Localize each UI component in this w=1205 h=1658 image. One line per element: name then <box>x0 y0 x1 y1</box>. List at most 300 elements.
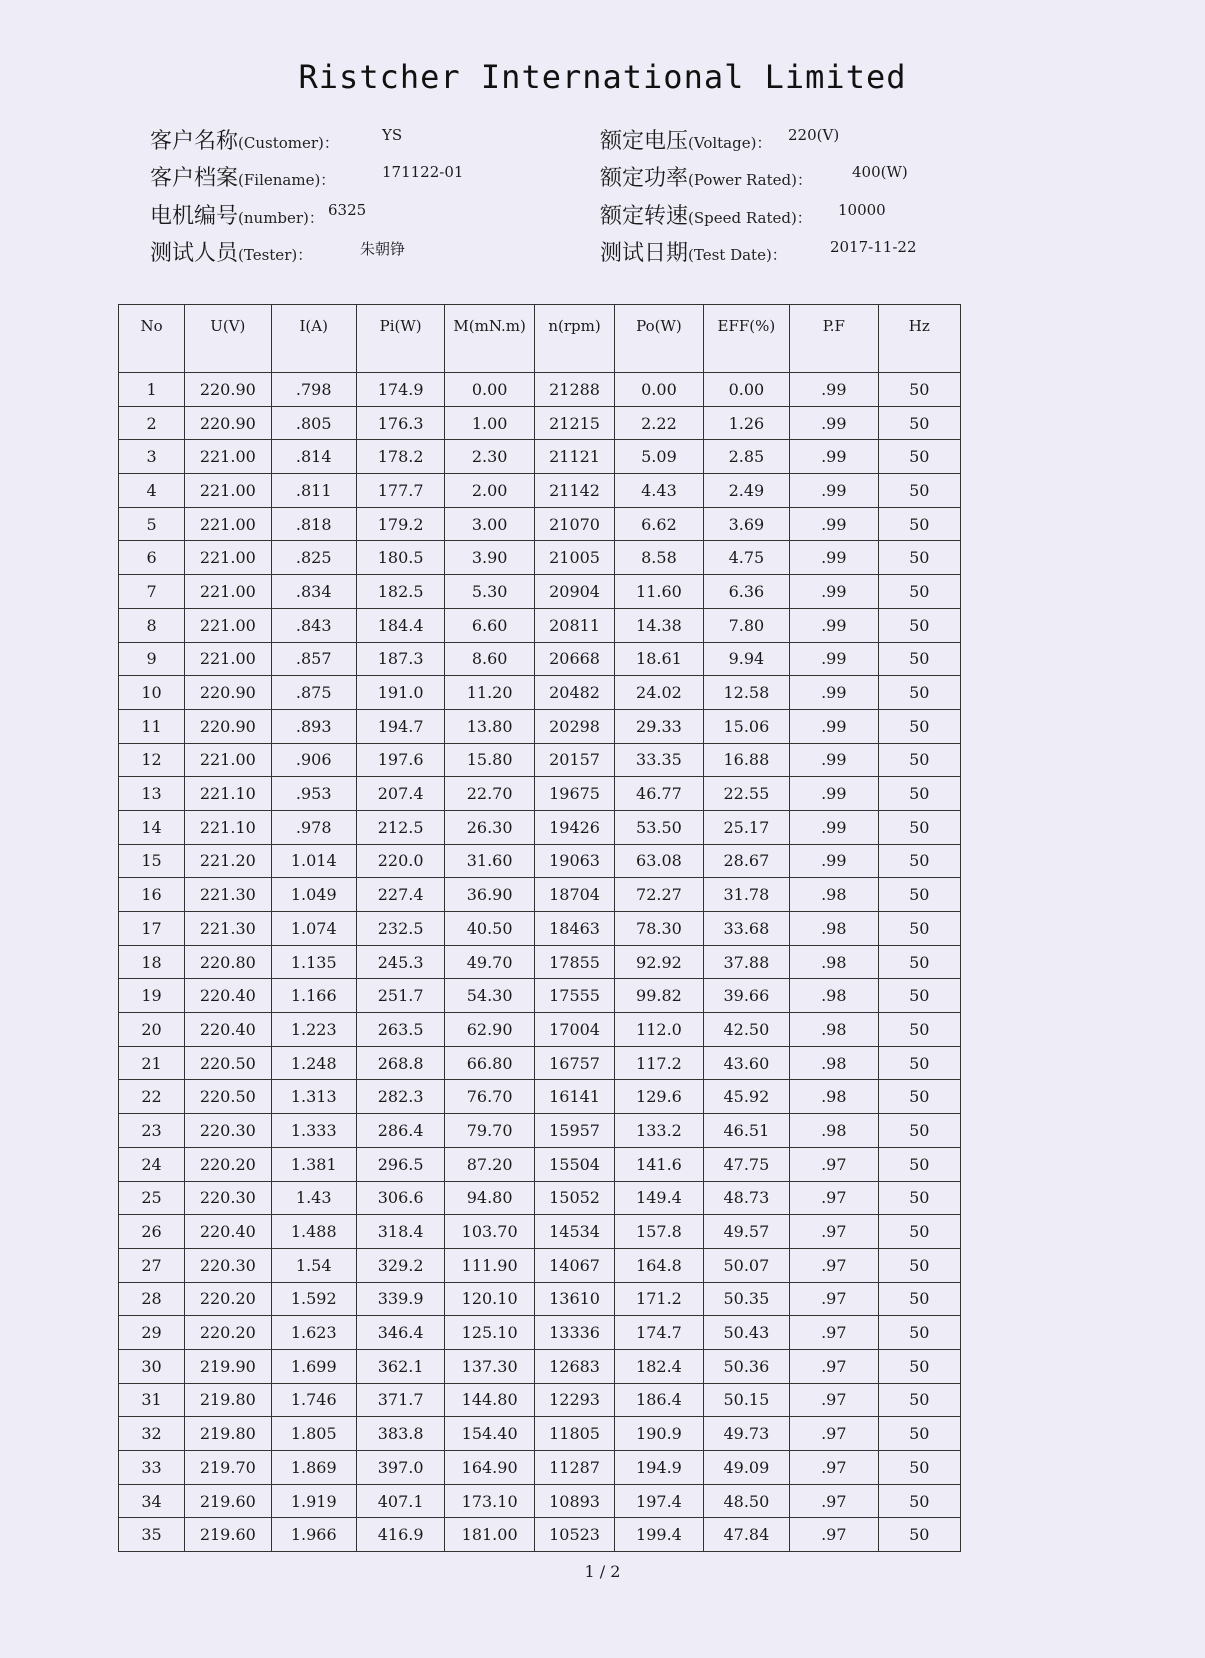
table-cell: .99 <box>790 709 878 743</box>
table-cell: 50 <box>878 1114 960 1148</box>
table-cell: 25 <box>119 1181 185 1215</box>
table-cell: 180.5 <box>356 541 444 575</box>
table-cell: 19063 <box>534 844 614 878</box>
table-cell: 164.90 <box>445 1451 534 1485</box>
table-cell: 21142 <box>534 474 614 508</box>
table-cell: 2.00 <box>445 474 534 508</box>
table-cell: 176.3 <box>356 406 444 440</box>
table-cell: .97 <box>790 1282 878 1316</box>
table-cell: 194.7 <box>356 709 444 743</box>
table-cell: 19 <box>119 979 185 1013</box>
table-cell: 186.4 <box>615 1383 703 1417</box>
column-header: Po(W) <box>615 305 703 373</box>
meta-field <box>600 161 908 192</box>
table-cell: 17004 <box>534 1013 614 1047</box>
table-cell: 8.60 <box>445 642 534 676</box>
table-cell: 227.4 <box>356 878 444 912</box>
table-cell: 28.67 <box>703 844 789 878</box>
meta-field <box>150 199 367 230</box>
table-cell: 50 <box>878 1349 960 1383</box>
table-cell: 26 <box>119 1215 185 1249</box>
table-cell: .98 <box>790 1046 878 1080</box>
table-cell: 19426 <box>534 810 614 844</box>
table-row <box>119 810 961 844</box>
table-cell: 157.8 <box>615 1215 703 1249</box>
table-cell: 221.00 <box>185 608 271 642</box>
table-cell: 16141 <box>534 1080 614 1114</box>
table-cell: 220.30 <box>185 1181 271 1215</box>
table-row <box>119 1147 961 1181</box>
meta-value: 6325 <box>328 201 367 219</box>
table-cell: 2.30 <box>445 440 534 474</box>
meta-field <box>600 124 840 155</box>
table-cell: .843 <box>271 608 356 642</box>
table-cell: .978 <box>271 810 356 844</box>
table-cell: 1.966 <box>271 1518 356 1552</box>
meta-label-cn: 客户名称 <box>150 129 239 154</box>
table-cell: 3.00 <box>445 507 534 541</box>
table-cell: 1.623 <box>271 1316 356 1350</box>
table-row <box>119 844 961 878</box>
table-cell: .98 <box>790 945 878 979</box>
table-cell: 39.66 <box>703 979 789 1013</box>
table-cell: 12293 <box>534 1383 614 1417</box>
table-cell: .99 <box>790 541 878 575</box>
table-cell: 306.6 <box>356 1181 444 1215</box>
meta-field <box>150 124 403 155</box>
table-cell: 50 <box>878 1181 960 1215</box>
table-cell: .97 <box>790 1248 878 1282</box>
table-cell: 1.00 <box>445 406 534 440</box>
table-row <box>119 642 961 676</box>
table-cell: 268.8 <box>356 1046 444 1080</box>
table-cell: .99 <box>790 575 878 609</box>
table-cell: 120.10 <box>445 1282 534 1316</box>
table-row <box>119 1518 961 1552</box>
table-cell: 263.5 <box>356 1013 444 1047</box>
meta-label-cn: 额定转速 <box>600 204 689 229</box>
table-cell: 1.313 <box>271 1080 356 1114</box>
table-cell: .811 <box>271 474 356 508</box>
table-cell: 220.0 <box>356 844 444 878</box>
table-cell: 21 <box>119 1046 185 1080</box>
table-cell: 12 <box>119 743 185 777</box>
meta-label-cn: 电机编号 <box>150 204 239 229</box>
table-row <box>119 608 961 642</box>
meta-label-en: (Voltage)： <box>688 134 772 152</box>
table-cell: 174.7 <box>615 1316 703 1350</box>
table-cell: 219.90 <box>185 1349 271 1383</box>
table-row <box>119 507 961 541</box>
table-row <box>119 912 961 946</box>
table-cell: 0.00 <box>445 373 534 407</box>
table-cell: 3.90 <box>445 541 534 575</box>
table-cell: .97 <box>790 1451 878 1485</box>
table-cell: 13610 <box>534 1282 614 1316</box>
table-cell: 4.75 <box>703 541 789 575</box>
meta-field <box>150 236 406 267</box>
table-cell: 5.30 <box>445 575 534 609</box>
table-cell: 173.10 <box>445 1484 534 1518</box>
table-cell: 16.88 <box>703 743 789 777</box>
table-cell: 27 <box>119 1248 185 1282</box>
table-cell: 0.00 <box>703 373 789 407</box>
table-cell: 182.4 <box>615 1349 703 1383</box>
table-cell: 1.014 <box>271 844 356 878</box>
table-cell: 14534 <box>534 1215 614 1249</box>
table-cell: 220.90 <box>185 709 271 743</box>
table-cell: 26.30 <box>445 810 534 844</box>
table-cell: 49.70 <box>445 945 534 979</box>
column-header: I(A) <box>271 305 356 373</box>
meta-label-cn: 客户档案 <box>150 166 239 191</box>
table-cell: 23 <box>119 1114 185 1148</box>
table-cell: .97 <box>790 1316 878 1350</box>
meta-label-en: (Filename)： <box>238 171 336 189</box>
table-cell: 125.10 <box>445 1316 534 1350</box>
table-cell: .99 <box>790 474 878 508</box>
column-header: P.F <box>790 305 878 373</box>
table-cell: 181.00 <box>445 1518 534 1552</box>
table-cell: 20482 <box>534 676 614 710</box>
table-cell: .98 <box>790 1080 878 1114</box>
table-cell: 15504 <box>534 1147 614 1181</box>
table-cell: 24.02 <box>615 676 703 710</box>
table-cell: 28 <box>119 1282 185 1316</box>
column-header: Hz <box>878 305 960 373</box>
table-cell: 99.82 <box>615 979 703 1013</box>
table-cell: 220.40 <box>185 979 271 1013</box>
table-cell: .857 <box>271 642 356 676</box>
table-cell: 103.70 <box>445 1215 534 1249</box>
table-cell: 220.80 <box>185 945 271 979</box>
table-cell: 20157 <box>534 743 614 777</box>
table-row <box>119 1248 961 1282</box>
table-cell: 33 <box>119 1451 185 1485</box>
table-row <box>119 541 961 575</box>
table-cell: 1.333 <box>271 1114 356 1148</box>
table-cell: 3 <box>119 440 185 474</box>
table-cell: .97 <box>790 1349 878 1383</box>
table-cell: 220.30 <box>185 1248 271 1282</box>
table-cell: 221.00 <box>185 507 271 541</box>
table-cell: 220.90 <box>185 406 271 440</box>
table-cell: 37.88 <box>703 945 789 979</box>
table-cell: 21121 <box>534 440 614 474</box>
table-cell: 43.60 <box>703 1046 789 1080</box>
column-header: U(V) <box>185 305 271 373</box>
meta-value: 400(W) <box>852 163 908 181</box>
table-cell: 1.381 <box>271 1147 356 1181</box>
meta-value: 171122-01 <box>382 163 464 181</box>
table-cell: .906 <box>271 743 356 777</box>
table-row <box>119 1215 961 1249</box>
table-row <box>119 1282 961 1316</box>
table-cell: 54.30 <box>445 979 534 1013</box>
table-row <box>119 406 961 440</box>
table-cell: 171.2 <box>615 1282 703 1316</box>
meta-label-en: (Tester)： <box>238 246 313 264</box>
table-cell: 13336 <box>534 1316 614 1350</box>
table-cell: 362.1 <box>356 1349 444 1383</box>
meta-value: 朱朝铮 <box>360 240 406 258</box>
table-cell: .825 <box>271 541 356 575</box>
table-cell: 19675 <box>534 777 614 811</box>
table-cell: 50.07 <box>703 1248 789 1282</box>
table-cell: 20668 <box>534 642 614 676</box>
table-cell: 221.00 <box>185 575 271 609</box>
table-cell: 1.699 <box>271 1349 356 1383</box>
table-cell: 1.592 <box>271 1282 356 1316</box>
meta-field <box>600 236 917 267</box>
meta-value: 220(V) <box>788 126 840 144</box>
table-cell: 50 <box>878 373 960 407</box>
column-header: EFF(%) <box>703 305 789 373</box>
table-cell: 251.7 <box>356 979 444 1013</box>
table-cell: 50 <box>878 1316 960 1350</box>
table-cell: 21215 <box>534 406 614 440</box>
table-cell: 22.70 <box>445 777 534 811</box>
table-cell: 18.61 <box>615 642 703 676</box>
table-cell: 50 <box>878 1451 960 1485</box>
table-cell: .99 <box>790 406 878 440</box>
table-cell: 15.06 <box>703 709 789 743</box>
table-cell: 182.5 <box>356 575 444 609</box>
table-cell: 16757 <box>534 1046 614 1080</box>
table-cell: 14 <box>119 810 185 844</box>
table-row <box>119 1451 961 1485</box>
table-cell: .798 <box>271 373 356 407</box>
table-cell: 221.30 <box>185 912 271 946</box>
table-cell: 194.9 <box>615 1451 703 1485</box>
table-cell: 177.7 <box>356 474 444 508</box>
table-cell: 35 <box>119 1518 185 1552</box>
meta-label-en: (Speed Rated)： <box>688 209 812 227</box>
table-cell: 221.00 <box>185 541 271 575</box>
company-title: Ristcher International Limited <box>298 58 907 96</box>
column-header: Pi(W) <box>356 305 444 373</box>
table-cell: 1.488 <box>271 1215 356 1249</box>
table-cell: 20904 <box>534 575 614 609</box>
table-cell: 199.4 <box>615 1518 703 1552</box>
table-cell: 4.43 <box>615 474 703 508</box>
table-cell: 7.80 <box>703 608 789 642</box>
meta-label-en: (Test Date)： <box>688 246 787 264</box>
table-cell: .99 <box>790 810 878 844</box>
table-cell: 50 <box>878 709 960 743</box>
table-cell: 14.38 <box>615 608 703 642</box>
table-cell: 1.869 <box>271 1451 356 1485</box>
table-cell: 12.58 <box>703 676 789 710</box>
table-cell: 50 <box>878 575 960 609</box>
table-cell: 1.746 <box>271 1383 356 1417</box>
table-cell: 137.30 <box>445 1349 534 1383</box>
table-cell: 50 <box>878 608 960 642</box>
table-cell: 6.60 <box>445 608 534 642</box>
table-cell: 221.10 <box>185 777 271 811</box>
table-row <box>119 1046 961 1080</box>
table-cell: 50 <box>878 1215 960 1249</box>
table-cell: 6.36 <box>703 575 789 609</box>
table-cell: 13 <box>119 777 185 811</box>
table-cell: 24 <box>119 1147 185 1181</box>
table-cell: 33.68 <box>703 912 789 946</box>
test-data-table <box>118 304 961 1552</box>
table-cell: 5 <box>119 507 185 541</box>
meta-label-cn: 额定电压 <box>600 129 689 154</box>
table-cell: 15.80 <box>445 743 534 777</box>
table-cell: 232.5 <box>356 912 444 946</box>
table-cell: 20 <box>119 1013 185 1047</box>
table-cell: 31.60 <box>445 844 534 878</box>
table-cell: 1.54 <box>271 1248 356 1282</box>
table-cell: 329.2 <box>356 1248 444 1282</box>
table-cell: 339.9 <box>356 1282 444 1316</box>
table-row <box>119 1013 961 1047</box>
table-cell: 50 <box>878 1484 960 1518</box>
table-cell: 383.8 <box>356 1417 444 1451</box>
table-cell: 50 <box>878 844 960 878</box>
table-cell: 14067 <box>534 1248 614 1282</box>
table-cell: .98 <box>790 979 878 1013</box>
column-header: n(rpm) <box>534 305 614 373</box>
table-cell: .97 <box>790 1518 878 1552</box>
table-row <box>119 676 961 710</box>
table-cell: 416.9 <box>356 1518 444 1552</box>
table-cell: 21288 <box>534 373 614 407</box>
table-cell: 16 <box>119 878 185 912</box>
table-cell: 13.80 <box>445 709 534 743</box>
table-cell: 50.15 <box>703 1383 789 1417</box>
table-cell: 220.90 <box>185 373 271 407</box>
table-cell: 50 <box>878 676 960 710</box>
table-cell: 1.074 <box>271 912 356 946</box>
table-cell: 17 <box>119 912 185 946</box>
table-cell: 31 <box>119 1383 185 1417</box>
table-cell: 221.30 <box>185 878 271 912</box>
table-cell: 144.80 <box>445 1383 534 1417</box>
table-cell: 221.00 <box>185 642 271 676</box>
table-cell: 46.51 <box>703 1114 789 1148</box>
table-cell: 50 <box>878 777 960 811</box>
table-cell: 15 <box>119 844 185 878</box>
table-cell: 8.58 <box>615 541 703 575</box>
table-cell: 50 <box>878 810 960 844</box>
table-cell: 50 <box>878 912 960 946</box>
table-cell: 72.27 <box>615 878 703 912</box>
table-cell: 407.1 <box>356 1484 444 1518</box>
table-cell: 212.5 <box>356 810 444 844</box>
table-cell: 18 <box>119 945 185 979</box>
table-row <box>119 440 961 474</box>
table-cell: 133.2 <box>615 1114 703 1148</box>
table-cell: .97 <box>790 1181 878 1215</box>
table-cell: 50 <box>878 1282 960 1316</box>
table-row <box>119 709 961 743</box>
table-cell: 29 <box>119 1316 185 1350</box>
table-cell: 50 <box>878 642 960 676</box>
table-cell: .99 <box>790 440 878 474</box>
table-cell: 221.00 <box>185 474 271 508</box>
meta-value: YS <box>382 126 403 144</box>
table-cell: .97 <box>790 1383 878 1417</box>
table-cell: 197.4 <box>615 1484 703 1518</box>
table-cell: 207.4 <box>356 777 444 811</box>
table-cell: .99 <box>790 743 878 777</box>
table-cell: 50 <box>878 878 960 912</box>
table-cell: 11287 <box>534 1451 614 1485</box>
table-cell: 36.90 <box>445 878 534 912</box>
table-cell: 190.9 <box>615 1417 703 1451</box>
table-cell: 178.2 <box>356 440 444 474</box>
table-cell: 50.43 <box>703 1316 789 1350</box>
table-cell: 47.84 <box>703 1518 789 1552</box>
table-cell: .97 <box>790 1147 878 1181</box>
table-row <box>119 979 961 1013</box>
table-cell: 34 <box>119 1484 185 1518</box>
table-cell: 20298 <box>534 709 614 743</box>
table-cell: 50 <box>878 979 960 1013</box>
table-cell: 10 <box>119 676 185 710</box>
table-cell: 11805 <box>534 1417 614 1451</box>
meta-label-en: (number)： <box>238 209 324 227</box>
table-cell: .98 <box>790 878 878 912</box>
table-cell: 50 <box>878 1013 960 1047</box>
table-cell: 221.20 <box>185 844 271 878</box>
table-cell: 92.92 <box>615 945 703 979</box>
table-row <box>119 575 961 609</box>
table-cell: .99 <box>790 777 878 811</box>
table-cell: 1 <box>119 373 185 407</box>
table-cell: 50 <box>878 1046 960 1080</box>
table-cell: 18704 <box>534 878 614 912</box>
table-cell: 31.78 <box>703 878 789 912</box>
table-row <box>119 1316 961 1350</box>
table-cell: 219.60 <box>185 1518 271 1552</box>
table-cell: 221.00 <box>185 440 271 474</box>
table-cell: .98 <box>790 1114 878 1148</box>
table-cell: .99 <box>790 676 878 710</box>
table-cell: .99 <box>790 642 878 676</box>
table-cell: 49.09 <box>703 1451 789 1485</box>
table-cell: 2.22 <box>615 406 703 440</box>
table-cell: 4 <box>119 474 185 508</box>
table-body <box>119 373 961 1552</box>
table-cell: 220.50 <box>185 1080 271 1114</box>
table-cell: 10893 <box>534 1484 614 1518</box>
table-cell: 50.35 <box>703 1282 789 1316</box>
table-cell: 94.80 <box>445 1181 534 1215</box>
table-cell: 17855 <box>534 945 614 979</box>
table-cell: 1.26 <box>703 406 789 440</box>
table-cell: 282.3 <box>356 1080 444 1114</box>
table-cell: 8 <box>119 608 185 642</box>
table-cell: 1.248 <box>271 1046 356 1080</box>
table-cell: .818 <box>271 507 356 541</box>
table-cell: 22.55 <box>703 777 789 811</box>
table-cell: 79.70 <box>445 1114 534 1148</box>
table-cell: .97 <box>790 1484 878 1518</box>
table-cell: 18463 <box>534 912 614 946</box>
table-cell: 40.50 <box>445 912 534 946</box>
table-cell: .98 <box>790 1013 878 1047</box>
table-cell: 164.8 <box>615 1248 703 1282</box>
table-row <box>119 474 961 508</box>
table-cell: 2.85 <box>703 440 789 474</box>
table-cell: 220.40 <box>185 1013 271 1047</box>
table-cell: 47.75 <box>703 1147 789 1181</box>
table-cell: 66.80 <box>445 1046 534 1080</box>
